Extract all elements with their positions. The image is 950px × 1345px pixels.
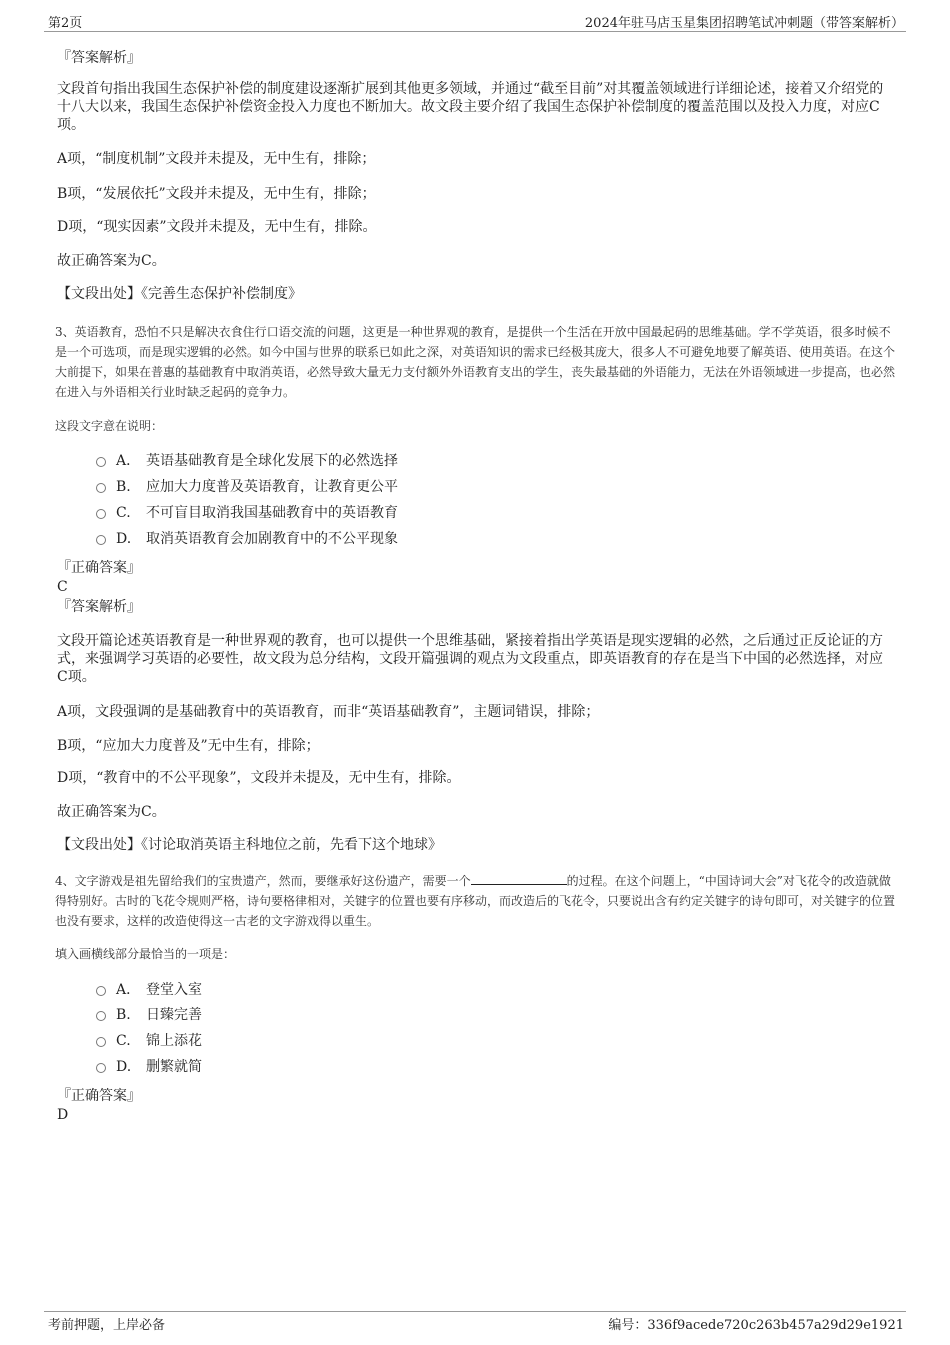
option-b[interactable]	[96, 478, 398, 496]
radio-icon[interactable]	[96, 1063, 106, 1073]
analysis-line: B项，“应加大力度普及”无中生有，排除；	[57, 738, 320, 754]
option-c[interactable]	[96, 1032, 202, 1050]
analysis-text: 文段首句指出我国生态保护补偿的制度建设逐渐扩展到其他更多领域，并通过“截至目前”对其覆盖领域进行详细论述，接着又介绍党的十八大以来，我国生态保护补偿资金投入力度也不断加大。故文段主要介绍了我国生态保护补偿制度的覆盖范围以及投入力度，对应C项。	[57, 81, 884, 133]
footer-divider	[44, 1311, 906, 1312]
correct-answer: C	[57, 579, 68, 595]
option-text: 取消英语教育会加剧教育中的不公平现象	[146, 531, 398, 547]
radio-icon[interactable]	[96, 1011, 106, 1021]
correct-answer: D	[57, 1107, 69, 1123]
analysis-line: B项，“发展依托”文段并未提及，无中生有，排除；	[57, 186, 376, 202]
option-text: 日臻完善	[146, 1007, 202, 1023]
analysis-line: D项，“现实因素”文段并未提及，无中生有，排除。	[57, 219, 377, 235]
option-d[interactable]	[96, 1058, 202, 1076]
analysis-text: 文段开篇论述英语教育是一种世界观的教育，也可以提供一个思维基础，紧接着指出学英语是现实逻辑的必然，之后通过正反论证的方式，来强调学习英语的必要性，故文段为总分结构，文段开篇强调的观点为文段重点，即英语教育的存在是当下中国的必然选择，对应C项。	[57, 633, 883, 685]
final-answer-line: 故正确答案为C。	[57, 804, 166, 820]
question-text	[55, 871, 897, 931]
option-letter: A．	[116, 982, 141, 998]
answer-label: 『正确答案』	[57, 560, 141, 576]
analysis-line: A项，“制度机制”文段并未提及，无中生有，排除；	[57, 151, 376, 167]
page-number: 第2页	[48, 16, 83, 31]
final-answer-line: 故正确答案为C。	[57, 253, 166, 269]
option-letter: C.	[116, 505, 131, 521]
radio-icon[interactable]	[96, 535, 106, 545]
option-letter: B.	[116, 479, 131, 495]
source-citation: 【文段出处】《讨论取消英语主科地位之前，先看下这个地球》	[57, 837, 442, 853]
option-text: 删繁就简	[146, 1059, 202, 1075]
option-text: 英语基础教育是全球化发展下的必然选择	[146, 453, 398, 469]
question-text-after: 的过程。在这个问题上，“中国诗词大会”对飞花令的改造就做得特别好。古时的飞花令规则严格，诗句要格律相对，关键字的位置也要有序移动，而改造后的飞花令，只要说出含有约定关键字的诗句即可，对关键字的位置也没有要求，这样的改造使得这一古老的文字游戏得以重生。	[55, 874, 896, 928]
radio-icon[interactable]	[96, 986, 106, 996]
option-text: 不可盲目取消我国基础教育中的英语教育	[146, 505, 398, 521]
option-b[interactable]	[96, 1006, 202, 1024]
document-code: 编号：336f9acede720c263b457a29d29e1921	[608, 1318, 904, 1333]
header-divider	[44, 31, 906, 32]
option-d[interactable]	[96, 530, 398, 548]
analysis-label: 『答案解析』	[57, 50, 141, 66]
radio-icon[interactable]	[96, 457, 106, 467]
option-text: 锦上添花	[146, 1033, 202, 1049]
question-prompt: 填入画横线部分最恰当的一项是：	[55, 947, 236, 961]
document-title: 2024年驻马店玉星集团招聘笔试冲刺题（带答案解析）	[584, 16, 904, 31]
option-letter: A．	[116, 453, 141, 469]
option-a[interactable]	[96, 452, 398, 470]
option-text: 登堂入室	[146, 982, 202, 998]
option-letter: C.	[116, 1033, 131, 1049]
option-a[interactable]	[96, 981, 202, 999]
question-text: 3、英语教育，恐怕不只是解决衣食住行口语交流的问题，这更是一种世界观的教育，是提供一个生活在开放中国最起码的思维基础。学不学英语，很多时候不是一个可选项，而是现实逻辑的必然。如今中国与世界的联系已如此之深，对英语知识的需求已经极其庞大，很多人不可避免地要了解英语、使用英语。在这个大前提下，如果在普惠的基础教育中取消英语，必然导致大量无力支付额外外语教育支出的学生，丧失最基础的外语能力，无法在外语领域进一步提高，也必然在进入与外语相关行业时缺乏起码的竞争力。	[55, 325, 896, 399]
radio-icon[interactable]	[96, 509, 106, 519]
analysis-line: A项，文段强调的是基础教育中的英语教育，而非“英语基础教育”，主题词错误，排除；	[57, 704, 600, 720]
fill-blank	[471, 871, 567, 885]
option-letter: B.	[116, 1007, 131, 1023]
source-citation: 【文段出处】《完善生态保护补偿制度》	[57, 286, 302, 302]
question-text-before: 4、文字游戏是祖先留给我们的宝贵遗产，然而，要继承好这份遗产，需要一个	[55, 874, 471, 888]
option-letter: D.	[116, 531, 132, 547]
radio-icon[interactable]	[96, 483, 106, 493]
analysis-label: 『答案解析』	[57, 599, 141, 615]
option-text: 应加大力度普及英语教育，让教育更公平	[146, 479, 398, 495]
radio-icon[interactable]	[96, 1037, 106, 1047]
option-c[interactable]	[96, 504, 398, 522]
option-letter: D.	[116, 1059, 132, 1075]
footer-slogan: 考前押题，上岸必备	[48, 1318, 166, 1333]
analysis-line: D项，“教育中的不公平现象”，文段并未提及，无中生有，排除。	[57, 770, 461, 786]
question-prompt: 这段文字意在说明：	[55, 419, 164, 433]
answer-label: 『正确答案』	[57, 1088, 141, 1104]
